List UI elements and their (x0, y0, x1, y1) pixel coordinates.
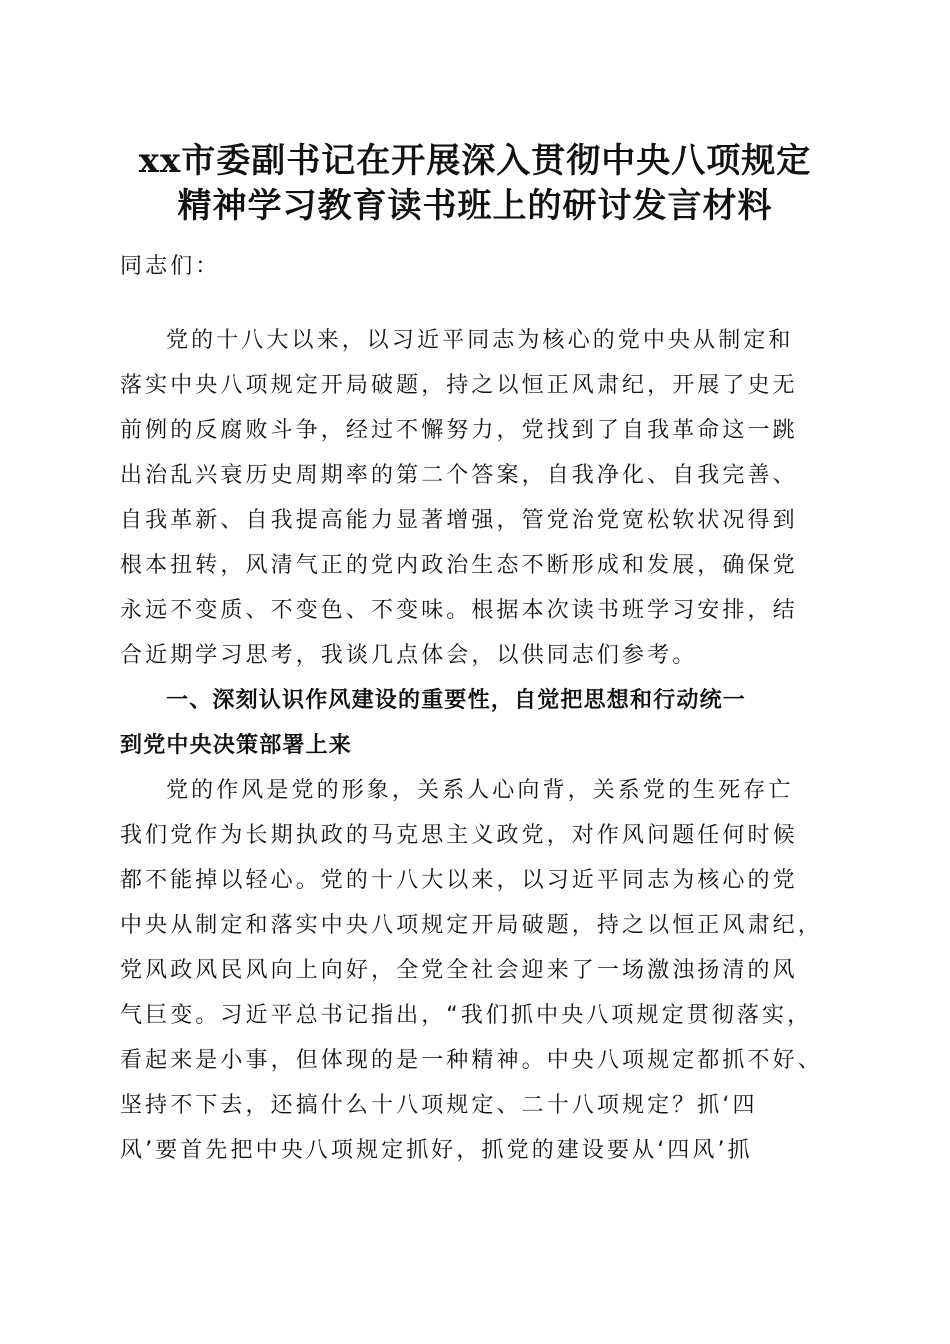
paragraph-2-line: 气巨变。习近平总书记指出，“我们抓中央八项规定贯彻落实， (120, 1003, 813, 1028)
paragraph-2-line: 看起来是小事，但体现的是一种精神。中央八项规定都抓不好、 (120, 1048, 823, 1073)
paragraph-2-line: 党风政风民风向上向好，全党全社会迎来了一场激浊扬清的风 (120, 958, 798, 983)
paragraph-2-line: 坚持不下去，还搞什么十八项规定、二十八项规定？抓‘四 (120, 1093, 758, 1118)
paragraph-1-line: 落实中央八项规定开局破题，持之以恒正风肃纪，开展了史无 (120, 373, 798, 398)
paragraph-1-line: 党的十八大以来，以习近平同志为核心的党中央从制定和 (166, 328, 794, 353)
document-title-line-2: 精神学习教育读书班上的研讨发言材料 (177, 186, 773, 226)
paragraph-1-line: 永远不变质、不变色、不变味。根据本次读书班学习安排，结 (120, 598, 798, 623)
paragraph-1-line: 根本扭转，风清气正的党内政治生态不断形成和发展，确保党 (120, 553, 798, 578)
section-heading-1: 到党中央决策部署上来 (120, 733, 353, 758)
paragraph-1-line: 出治乱兴衰历史周期率的第二个答案，自我净化、自我完善、 (120, 463, 798, 488)
paragraph-2-line: 风’要首先把中央八项规定抓好，抓党的建设要从‘四风’抓 (120, 1138, 753, 1163)
paragraph-1-line: 自我革新、自我提高能力显著增强，管党治党宽松软状况得到 (120, 508, 798, 533)
paragraph-2-line: 党的作风是党的形象，关系人心向背，关系党的生死存亡 (166, 778, 794, 803)
document-title-line-1: xx市委副书记在开展深入贯彻中央八项规定 (138, 141, 812, 181)
paragraph-1-line: 前例的反腐败斗争，经过不懈努力，党找到了自我革命这一跳 (120, 418, 798, 443)
paragraph-2-line: 我们党作为长期执政的马克思主义政党，对作风问题任何时候 (120, 823, 798, 848)
paragraph-1-line: 合近期学习思考，我谈几点体会，以供同志们参考。 (120, 643, 698, 668)
section-heading-1: 一、深刻认识作风建设的重要性，自觉把思想和行动统一 (166, 688, 747, 713)
paragraph-2-line: 都不能掉以轻心。党的十八大以来，以习近平同志为核心的党 (120, 868, 798, 893)
paragraph-2-line: 中央从制定和落实中央八项规定开局破题，持之以恒正风肃纪， (120, 913, 823, 938)
salutation: 同志们： (120, 254, 221, 279)
